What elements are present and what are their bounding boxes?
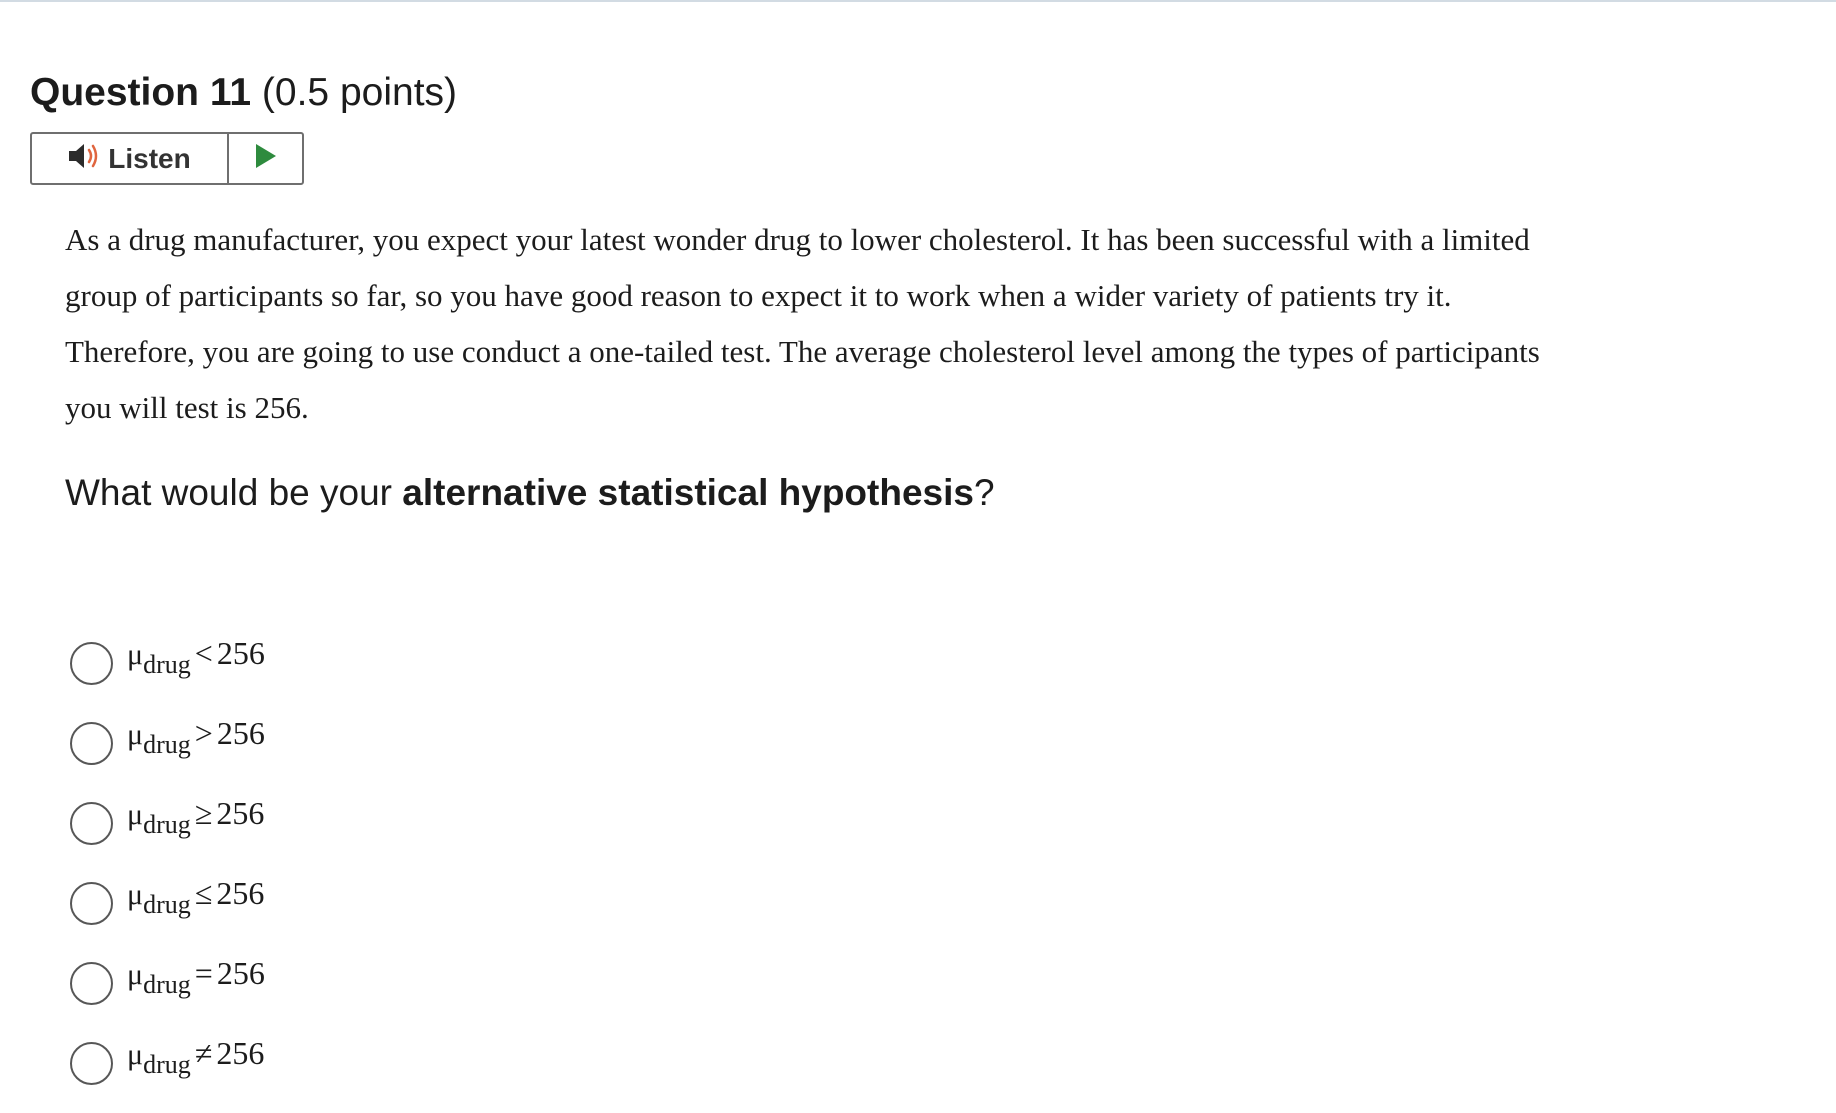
option-subscript: drug (143, 810, 191, 839)
radio-button[interactable] (70, 962, 113, 1005)
mu-symbol: μ (127, 1038, 144, 1071)
subquestion (65, 470, 995, 516)
play-icon (254, 142, 278, 175)
subquestion-emphasis: alternative statistical hypothesis (402, 472, 974, 513)
option-operator: < (194, 635, 213, 671)
mu-symbol: μ (127, 958, 144, 991)
question-points: (0.5 points) (261, 71, 458, 114)
mu-symbol: μ (127, 638, 144, 671)
option-value: 256 (216, 1035, 265, 1071)
option-value: 256 (216, 715, 265, 751)
mu-symbol: μ (127, 718, 144, 751)
radio-button[interactable] (70, 882, 113, 925)
listen-label: Listen (108, 142, 191, 174)
answer-option[interactable] (70, 953, 265, 1033)
answer-option[interactable] (70, 1033, 265, 1113)
question-block (30, 60, 1810, 1079)
question-header (30, 70, 1810, 116)
option-subscript: drug (143, 890, 191, 919)
answer-option[interactable] (70, 633, 265, 713)
radio-button[interactable] (70, 802, 113, 845)
mu-symbol: μ (127, 798, 144, 831)
radio-button[interactable] (70, 722, 113, 765)
option-value: 256 (216, 875, 265, 911)
radio-button[interactable] (70, 642, 113, 685)
answer-option[interactable] (70, 873, 265, 953)
option-operator: = (194, 955, 213, 991)
mu-symbol: μ (127, 878, 144, 911)
option-operator: > (194, 715, 213, 751)
option-label (127, 633, 265, 679)
play-button[interactable] (229, 134, 302, 183)
option-subscript: drug (143, 650, 191, 679)
option-label (127, 1033, 265, 1079)
option-label (127, 793, 265, 839)
top-divider (0, 0, 1836, 2)
option-value: 256 (216, 955, 265, 991)
listen-widget (30, 132, 304, 185)
subquestion-end: ? (973, 472, 995, 513)
option-operator: ≠ (194, 1035, 213, 1071)
option-subscript: drug (143, 970, 191, 999)
subquestion-text: What would be your (65, 472, 403, 513)
option-value: 256 (216, 635, 265, 671)
option-label (127, 953, 265, 999)
answer-option[interactable] (70, 793, 265, 873)
option-subscript: drug (143, 1050, 191, 1079)
option-label (127, 713, 265, 759)
option-value: 256 (216, 795, 265, 831)
speaker-icon (68, 141, 102, 176)
listen-button[interactable] (32, 134, 229, 183)
question-title: Question 11 (30, 71, 252, 114)
answer-options (70, 633, 265, 1113)
option-subscript: drug (143, 730, 191, 759)
question-prompt: As a drug manufacturer, you expect your latest wonder drug to lower cholesterol. It has been successful with a limited group of participants so far, so you have good reason to expect it to work when a wider variety of patients try it. Therefore, you are going to use conduct a one-tailed test. The average cholesterol level among the types of participants you will test is 256. (65, 222, 1540, 425)
option-operator: ≥ (194, 795, 213, 831)
option-operator: ≤ (194, 875, 213, 911)
answer-option[interactable] (70, 713, 265, 793)
option-label (127, 873, 265, 919)
